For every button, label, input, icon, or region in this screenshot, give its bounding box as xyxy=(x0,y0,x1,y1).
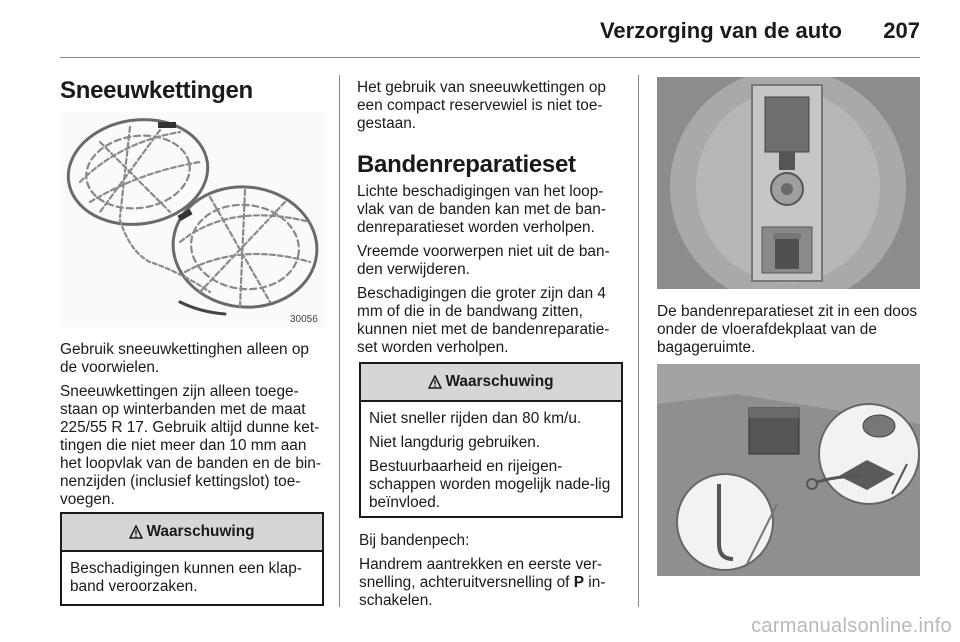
column-2 xyxy=(357,79,622,363)
section-title-snow-chains: Sneeuwkettingen xyxy=(60,77,253,104)
paragraph: Sneeuwkettingen zijn alleen toege-staan op winterbanden met de maat 225/55 R 17. Gebruik altijd dunne ket-tingen die niet meer dan 10 mm aan het loopvlak van de banden en de bin-nenzijden (inclusief kettingslot) toe-voegen. xyxy=(60,383,321,508)
warning-body xyxy=(62,552,322,608)
paragraph-step xyxy=(359,556,624,610)
warning-text: Beschadigingen kunnen een klap-band veroorzaken. xyxy=(70,560,302,595)
paragraph: Het gebruik van sneeuwkettingen op een compact reservewiel is niet toe-gestaan. xyxy=(357,79,606,132)
section-title-repair-kit: Bandenreparatieset xyxy=(357,151,576,178)
column-1-body xyxy=(60,341,325,515)
warning-box-1 xyxy=(60,512,324,606)
column-3-caption xyxy=(657,303,925,363)
snow-chains-illustration xyxy=(60,112,325,327)
warning-heading xyxy=(361,364,621,402)
warning-item: Niet langdurig gebruiken. xyxy=(369,434,541,451)
warning-heading xyxy=(62,514,322,552)
column-divider-1 xyxy=(339,75,340,607)
warning-box-2 xyxy=(359,362,623,518)
paragraph: Gebruik sneeuwkettinghen alleen op de voorwielen. xyxy=(60,341,309,376)
step-text-end: in-schakelen. xyxy=(359,574,606,609)
caption: De bandenreparatieset zit in een doos onder de vloerafdekplaat van de bagageruimte. xyxy=(657,303,918,356)
paragraph: Vreemde voorwerpen niet uit de ban-den verwijderen. xyxy=(357,243,610,278)
spare-well-illustration xyxy=(657,77,920,289)
header-title: Verzorging van de auto xyxy=(599,18,842,43)
page-header xyxy=(0,0,960,60)
paragraph: Beschadigingen die groter zijn dan 4 mm of die in de bandwang zitten, kunnen niet met de bandenreparatie-set worden verholpen. xyxy=(357,285,610,356)
gear-p: P xyxy=(573,574,584,591)
warning-body xyxy=(361,402,621,524)
header-rule xyxy=(60,57,920,58)
warning-triangle-icon xyxy=(129,525,143,539)
column-1 xyxy=(60,77,325,105)
warning-triangle-icon xyxy=(428,375,442,389)
page-number: 207 xyxy=(883,18,920,43)
watermark: carmanualsonline.info xyxy=(751,615,952,637)
snow-chains-figure xyxy=(60,112,325,327)
step-text: Handrem aantrekken en eerste ver-snelling, achteruitversnelling of xyxy=(359,556,602,591)
repair-kit-illustration xyxy=(657,364,920,576)
warning-heading-text: Waarschuwing xyxy=(146,523,255,540)
paragraph: Lichte beschadigingen van het loop-vlak van de banden kan met de ban-denreparatieset worden verholpen. xyxy=(357,183,606,236)
warning-item: Bestuurbaarheid en rijeigen-schappen worden mogelijk nade-lig beïnvloed. xyxy=(369,458,611,511)
figure-label: 30056 xyxy=(290,314,318,325)
paragraph: Bij bandenpech: xyxy=(359,532,470,549)
warning-item: Niet sneller rijden dan 80 km/u. xyxy=(369,410,582,427)
column-divider-2 xyxy=(638,75,639,607)
repair-kit-photo xyxy=(657,364,920,576)
warning-heading-text: Waarschuwing xyxy=(445,373,554,390)
column-2-bottom xyxy=(359,532,624,616)
spare-well-photo xyxy=(657,77,920,289)
